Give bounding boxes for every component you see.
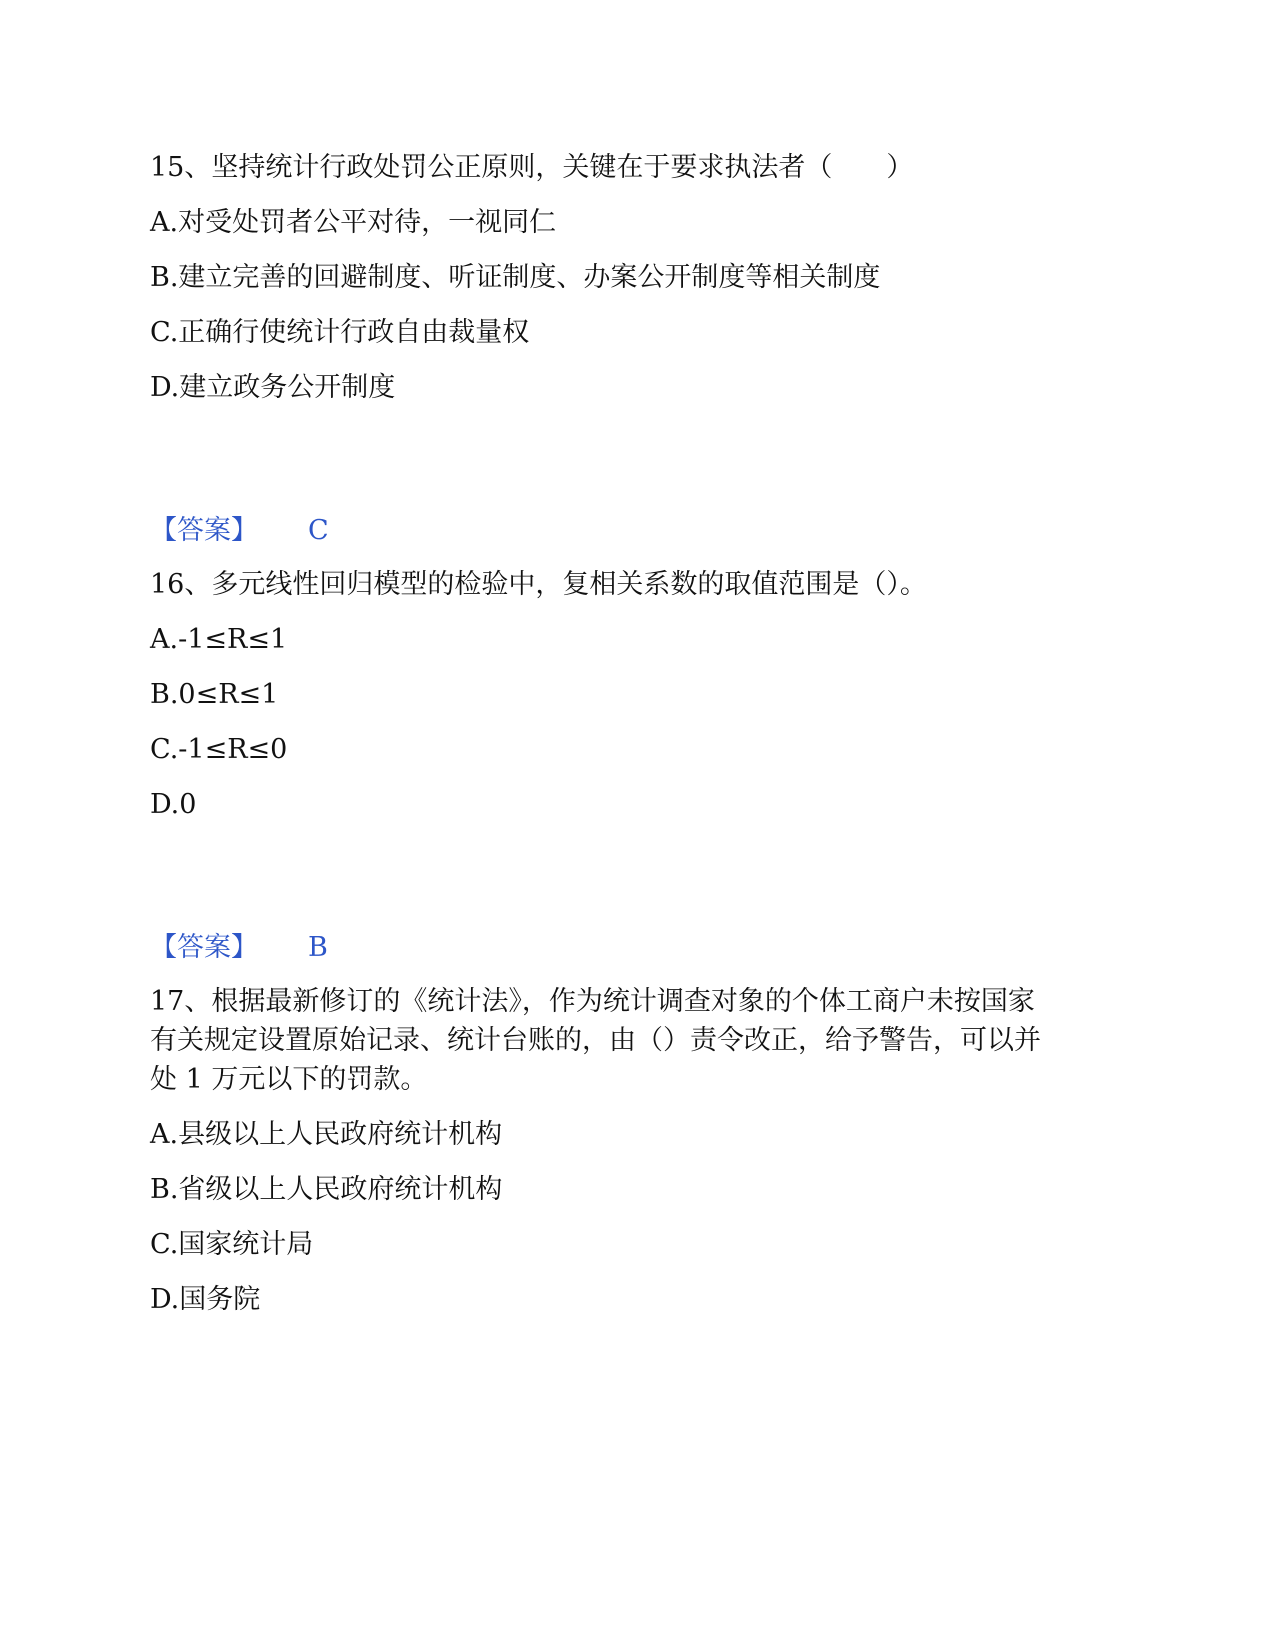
question-17-stem-line-3: 处 1 万元以下的罚款。 xyxy=(150,1064,428,1095)
question-17-option-b: B.省级以上人民政府统计机构 xyxy=(150,1174,503,1205)
question-17-stem-line-1: 17、根据最新修订的《统计法》，作为统计调查对象的个体工商户未按国家 xyxy=(150,986,1035,1017)
question-15-option-c: C.正确行使统计行政自由裁量权 xyxy=(150,317,530,348)
question-15-stem: 15、坚持统计行政处罚公正原则，关键在于要求执法者（ ） xyxy=(150,152,914,183)
question-16-option-a: A.-1≤R≤1 xyxy=(150,624,288,655)
question-15-option-d: D.建立政务公开制度 xyxy=(150,372,396,403)
answer-15-label: 【答案】 xyxy=(150,515,258,546)
question-16-option-c: C.-1≤R≤0 xyxy=(150,734,288,765)
question-15-option-a: A.对受处罚者公平对待，一视同仁 xyxy=(150,207,557,238)
question-16-option-d: D.0 xyxy=(150,789,197,820)
question-17-option-c: C.国家统计局 xyxy=(150,1229,314,1260)
answer-16-value: B xyxy=(308,932,328,963)
answer-16 xyxy=(150,929,328,967)
answer-16-label: 【答案】 xyxy=(150,932,258,963)
question-15-option-b: B.建立完善的回避制度、听证制度、办案公开制度等相关制度 xyxy=(150,262,881,293)
question-17-option-d: D.国务院 xyxy=(150,1284,261,1315)
answer-15-value: C xyxy=(308,515,329,546)
question-17-stem-line-2: 有关规定设置原始记录、统计台账的，由（）责令改正，给予警告，可以并 xyxy=(150,1025,1041,1056)
question-16-option-b: B.0≤R≤1 xyxy=(150,679,279,710)
question-16-stem: 16、多元线性回归模型的检验中，复相关系数的取值范围是（）。 xyxy=(150,569,927,600)
answer-15 xyxy=(150,512,329,550)
question-17-option-a: A.县级以上人民政府统计机构 xyxy=(150,1119,503,1150)
